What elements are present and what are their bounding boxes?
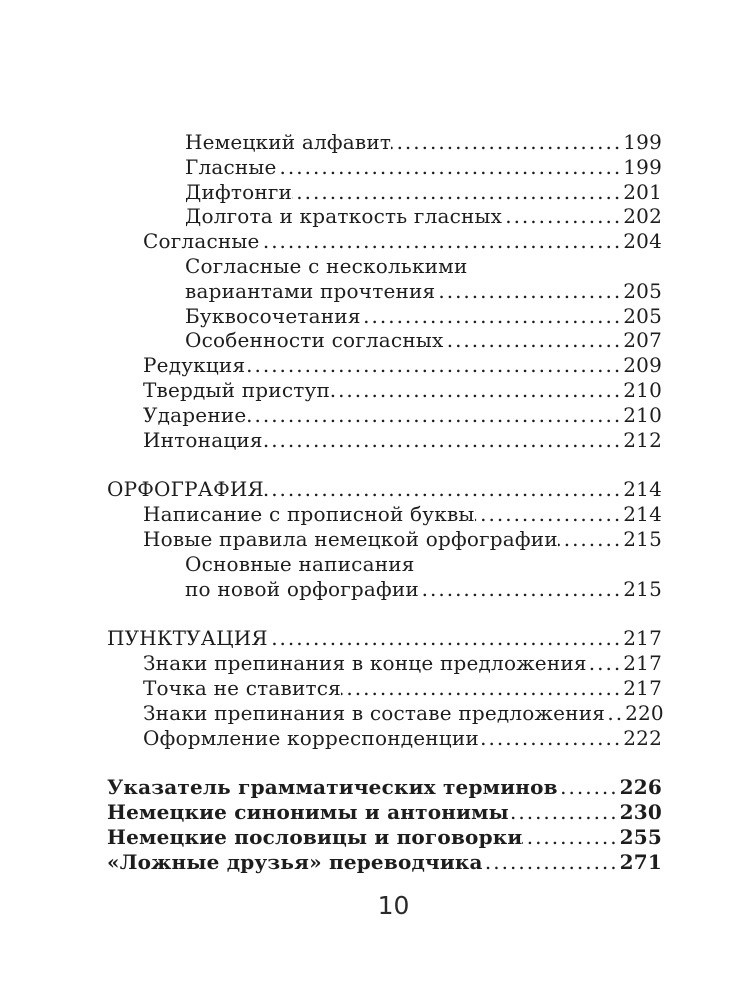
toc-entry-page: 226 xyxy=(619,775,662,800)
dot-leader xyxy=(245,353,623,378)
dot-leader xyxy=(330,378,623,403)
dot-leader xyxy=(483,850,620,875)
toc-entry-wrapped-line xyxy=(107,254,662,279)
toc-entry xyxy=(107,651,662,676)
toc-entry xyxy=(107,229,662,254)
toc-entry xyxy=(107,676,662,701)
toc-entry xyxy=(107,527,662,552)
toc-entry-label: Твердый приступ xyxy=(143,377,330,402)
toc-entry xyxy=(107,353,662,378)
dot-leader xyxy=(605,701,625,726)
toc-entry xyxy=(107,403,662,428)
toc-entry xyxy=(107,825,662,850)
dot-leader xyxy=(558,527,623,552)
dot-leader xyxy=(264,477,623,502)
toc-entry-page: 205 xyxy=(623,278,662,303)
toc-entry-label: Немецкие синонимы и антонимы xyxy=(107,800,509,825)
dot-leader xyxy=(341,676,623,701)
dot-leader xyxy=(268,626,623,651)
toc-entry-page: 210 xyxy=(623,377,662,402)
dot-leader xyxy=(419,577,623,602)
toc-entry-label: Согласные xyxy=(143,229,260,254)
toc-entry xyxy=(107,726,662,751)
toc-entry xyxy=(107,850,662,875)
toc-entry xyxy=(107,130,662,155)
toc-entry-label: Долгота и краткость гласных xyxy=(185,204,503,229)
toc-entry-page: 201 xyxy=(623,179,662,204)
toc-entry xyxy=(107,155,662,180)
toc-entry-page: 215 xyxy=(623,576,662,601)
toc-entry-label: «Ложные друзья» переводчика xyxy=(107,849,483,874)
toc-entry xyxy=(107,204,662,229)
dot-leader xyxy=(361,304,624,329)
toc-entry-page: 214 xyxy=(623,477,662,502)
toc-entry xyxy=(107,701,662,726)
toc-entry xyxy=(107,279,662,304)
toc-entry-page: 255 xyxy=(619,824,662,849)
dot-leader xyxy=(263,428,623,453)
toc-entry-label: Оформление корреспонденции xyxy=(143,725,479,750)
dot-leader xyxy=(443,328,623,353)
dot-leader xyxy=(292,180,623,205)
page-number: 10 xyxy=(377,891,410,920)
toc-entry-page: 212 xyxy=(623,427,662,452)
toc-entry-label: Ударение xyxy=(143,402,247,427)
toc-entry-label: Указатель грамматических терминов xyxy=(107,775,558,800)
dot-leader xyxy=(260,229,624,254)
toc-entry-label: ПУНКТУАЦИЯ xyxy=(107,626,268,651)
toc-entry-page: 207 xyxy=(623,328,662,353)
toc-entry-page: 217 xyxy=(623,626,662,651)
toc-entry xyxy=(107,328,662,353)
toc-entry-label: Дифтонги xyxy=(185,179,293,204)
toc-entry-label: Редукция xyxy=(143,353,246,378)
toc-entry-label: Знаки препинания в составе предложения xyxy=(143,700,606,725)
toc-entry-label: Немецкие пословицы и поговорки xyxy=(107,824,523,849)
toc-section-heading xyxy=(107,626,662,651)
toc-entry-label: Особенности согласных xyxy=(185,328,444,353)
toc-entry xyxy=(107,180,662,205)
toc-entry-label: Интонация xyxy=(143,427,263,452)
dot-leader xyxy=(479,726,623,751)
toc-entry xyxy=(107,428,662,453)
toc-entry-page: 202 xyxy=(623,204,662,229)
dot-leader xyxy=(502,204,623,229)
dot-leader xyxy=(277,155,624,180)
toc-entry-label: Буквосочетания xyxy=(185,303,361,328)
toc-section-heading xyxy=(107,477,662,502)
toc-entry xyxy=(107,800,662,825)
table-of-contents xyxy=(107,130,662,875)
toc-entry-label: Написание с прописной буквы xyxy=(143,502,475,527)
toc-entry-page: 222 xyxy=(623,725,662,750)
toc-entry-label: вариантами прочтения xyxy=(185,278,436,303)
toc-entry-page: 210 xyxy=(623,402,662,427)
dot-leader xyxy=(435,279,623,304)
toc-entry-page: 205 xyxy=(623,303,662,328)
toc-entry xyxy=(107,378,662,403)
toc-entry-page: 204 xyxy=(623,229,662,254)
toc-entry xyxy=(107,502,662,527)
dot-leader xyxy=(246,403,623,428)
toc-entry-page: 199 xyxy=(623,130,662,154)
toc-entry-page: 209 xyxy=(623,353,662,378)
dot-leader xyxy=(475,502,624,527)
toc-entry-page: 271 xyxy=(619,849,662,874)
toc-entry-wrapped-line xyxy=(107,552,662,577)
toc-entry-label: ОРФОГРАФИЯ xyxy=(107,477,264,502)
toc-entry-page: 215 xyxy=(623,526,662,551)
dot-leader xyxy=(391,130,623,155)
toc-entry-label: Согласные с несколькими xyxy=(185,253,468,278)
toc-entry-page: 199 xyxy=(623,154,662,179)
toc-entry-label: по новой орфографии xyxy=(185,576,419,601)
toc-entry-label: Точка не ставится xyxy=(143,675,341,700)
toc-entry-page: 220 xyxy=(625,700,664,725)
toc-entry-page: 217 xyxy=(623,651,662,676)
toc-entry-label: Знаки препинания в конце предложения xyxy=(143,651,587,676)
toc-entry-label: Новые правила немецкой орфографии xyxy=(143,526,558,551)
dot-leader xyxy=(509,800,620,825)
dot-leader xyxy=(587,651,624,676)
dot-leader xyxy=(558,775,620,800)
toc-entry-page: 214 xyxy=(623,502,662,527)
toc-entry-label: Основные написания xyxy=(185,551,415,576)
toc-entry xyxy=(107,775,662,800)
toc-entry xyxy=(107,304,662,329)
toc-entry-page: 217 xyxy=(623,675,662,700)
dot-leader xyxy=(522,825,619,850)
toc-entry-page: 230 xyxy=(619,800,662,825)
toc-entry xyxy=(107,577,662,602)
toc-entry-label: Немецкий алфавит xyxy=(185,130,392,154)
toc-entry-label: Гласные xyxy=(185,154,277,179)
